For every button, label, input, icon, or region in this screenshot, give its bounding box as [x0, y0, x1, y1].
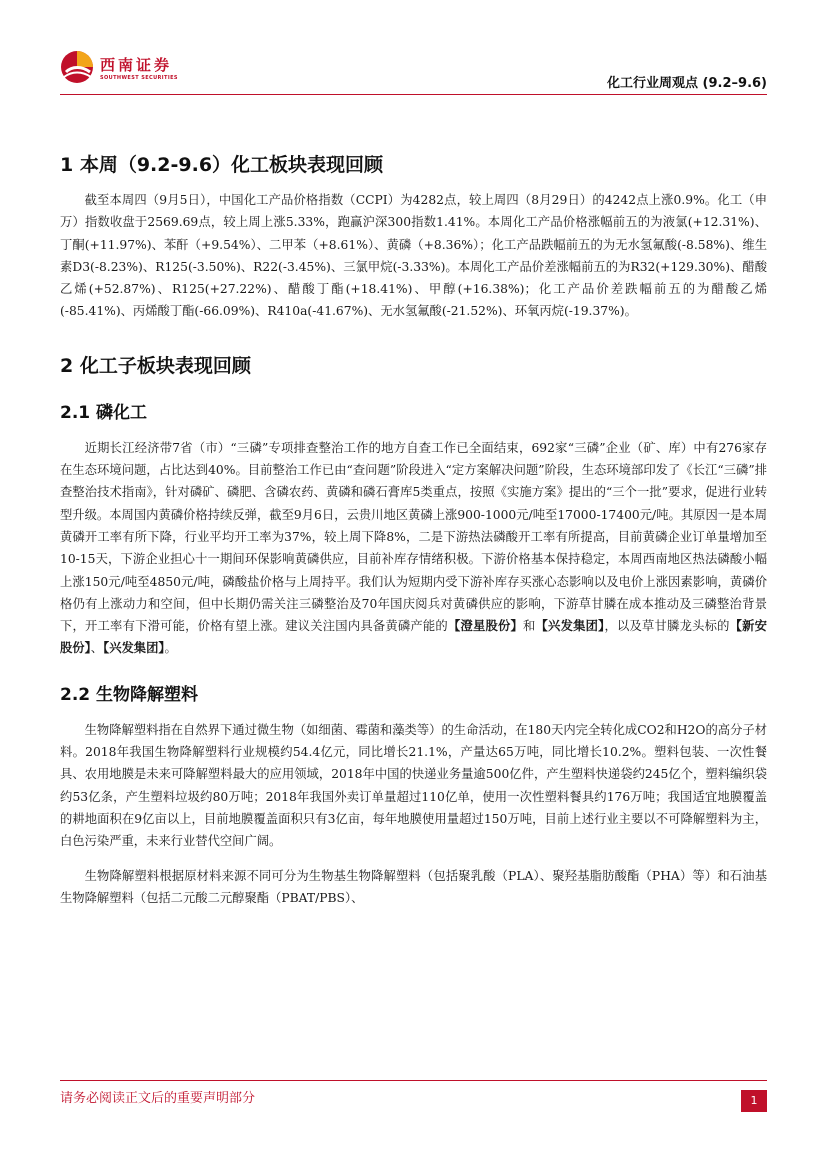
page-footer: [60, 1080, 767, 1120]
header-divider: [60, 94, 767, 95]
sun-logo-icon: [60, 50, 94, 84]
subsection-2-2-paragraph-1: 生物降解塑料指在自然界下通过微生物（如细菌、霉菌和藻类等）的生命活动，在180天内完全转化成CO2和H2O的高分子材料。2018年我国生物降解塑料行业规模约54.4亿元，同比增长21.1%，产量达65万吨，同比增长10.2%。塑料包装、一次性餐具、农用地膜是未来可降解塑料最大的应用领域，2018年中国的快递业务量逾500亿件，产生塑料快递袋约245亿个，塑料编织袋约53亿条，产生塑料垃圾约80万吨；2018年我国外卖订单量超过110亿单，使用一次性塑料餐具约176万吨；我国适宜地膜覆盖的耕地面积在9亿亩以上，目前地膜覆盖面积只有3亿亩，每年地膜使用量超过150万吨，目前上述行业主要以不可降解塑料为主，白色污染严重，未来行业替代空间广阔。: [60, 722, 767, 849]
footer-disclaimer: 请务必阅读正文后的重要声明部分: [60, 1091, 256, 1106]
section-2-heading: 2 化工子板块表现回顾: [60, 354, 251, 377]
subsection-2-1-heading: 2.1 磷化工: [60, 402, 148, 423]
stock-highlight: 【兴发集团】: [535, 618, 605, 634]
paragraph-text: 。: [164, 641, 177, 656]
subsection-2-2-heading: 2.2 生物降解塑料: [60, 684, 199, 705]
paragraph-text: 近期长江经济带7省（市）“三磷”专项排查整治工作的地方自查工作已全面结束，692家“三磷”企业（矿、库）中有276家存在生态环境问题，占比达到40%。目前整治工作已由“查问题”阶段进入“定方案解决问题”阶段，生态环境部印发了《长江“三磷”排查整治技术指南》，针对磷矿、磷肥、含磷农药、黄磷和磷石膏库5类重点，按照《实施方案》提出的“三个一批”要求，促进行业转型升级。本周国内黄磷价格持续反弹，截至9月6日，云贵川地区黄磷上涨900-1000元/吨至17000-17400元/吨。其原因一是本周黄磷开工率有所下降，行业平均开工率为37%，较上周下降8%，二是下游热法磷酸开工率有所提高，目前黄磷企业订单量增加至10-15天，下游企业担心十一期间环保影响黄磷供应，目前补库存情绪积极。下游价格基本保持稳定，本周西南地区热法磷酸小幅上涨150元/吨至4850元/吨，磷酸盐价格与上周持平。我们认为短期内受下游补库存买涨心态影响以及电价上涨因素影响，黄磷价格仍有上涨动力和空间，但中长期仍需关注三磷整治及70年国庆阅兵对黄磷供应的影响，下游草甘膦在成本推动及三磷整治背景下，开工率有下滑可能，价格有望上涨。建议关注国内具备黄磷产能的: [60, 440, 767, 634]
report-title: 化工行业周观点 (9.2–9.6): [607, 76, 767, 91]
page-number: 1: [741, 1090, 767, 1112]
paragraph-text: 、: [90, 641, 104, 656]
section-1-paragraph: 截至本周四（9月5日），中国化工产品价格指数（CCPI）为4282点，较上周四（8月29日）的4242点上涨0.9%。化工（申万）指数收盘于2569.69点，较上周上涨5.33%，跑赢沪深300指数1.41%。本周化工产品价格涨幅前五的为液氯(+12.31%)、丁酮(+11.97%)、苯酐（+9.54%）、二甲苯（+8.61%）、黄磷（+8.36%）；化工产品跌幅前五的为无水氢氟酸(-8.58%)、维生素D3(-8.23%)、R125(-3.50%)、R22(-3.45%)、三氯甲烷(-3.33%)。本周化工产品价差涨幅前五的为R32(+129.30%)、醋酸乙烯(+52.87%)、R125(+27.22%)、醋酸丁酯(+18.41%)、甲醇(+16.38%)；化工产品价差跌幅前五的为醋酸乙烯(-85.41%)、丙烯酸丁酯(-66.09%)、R410a(-41.67%)、无水氢氟酸(-21.52%)、环氧丙烷(-19.37%)。: [60, 193, 767, 319]
paragraph-text: 和: [523, 619, 536, 634]
page-header: [60, 44, 767, 96]
subsection-2-2-paragraph-2: 生物降解塑料根据原材料来源不同可分为生物基生物降解塑料（包括聚乳酸（PLA）、聚羟基脂肪酸酯（PHA）等）和石油基生物降解塑料（包括二元酸二元醇聚酯（PBAT/PBS）、: [60, 868, 767, 905]
footer-divider: [60, 1080, 767, 1081]
paragraph-text: ，以及草甘膦龙头标的: [604, 619, 730, 634]
stock-highlight: 【兴发集团】: [103, 640, 165, 656]
subsection-2-1-paragraph: [60, 437, 767, 660]
stock-highlight: 【新安股份】: [60, 618, 767, 656]
company-logo: [60, 50, 260, 90]
main-content: [60, 140, 767, 921]
logo-english-name: SOUTHWEST SECURITIES: [100, 75, 178, 81]
logo-chinese-name: 西南证券: [100, 56, 173, 74]
stock-highlight: 【澄星股份】: [447, 618, 524, 634]
section-1-heading: 1 本周（9.2-9.6）化工板块表现回顾: [60, 154, 384, 176]
